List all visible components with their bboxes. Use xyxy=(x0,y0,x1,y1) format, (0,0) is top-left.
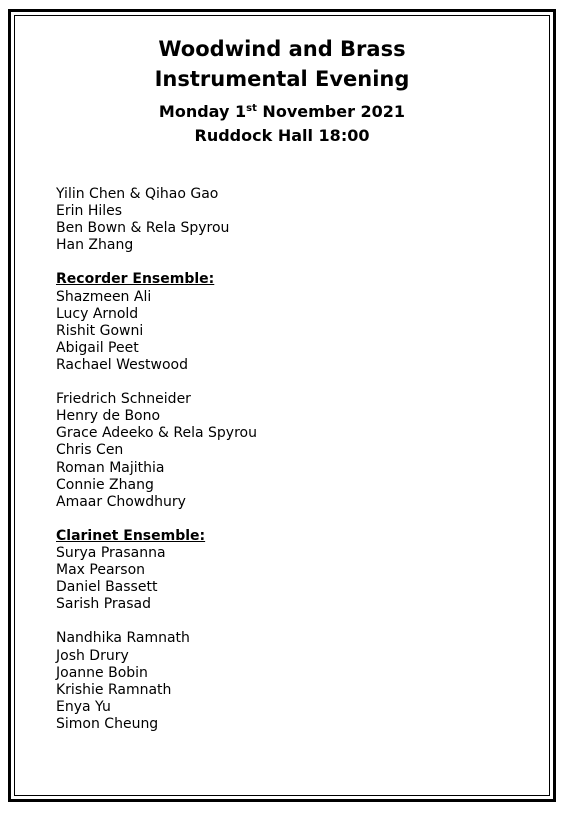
performer-name: Simon Cheung xyxy=(56,715,159,732)
event-date xyxy=(0,100,564,124)
performer-name: Nandhika Ramnath xyxy=(56,630,190,647)
performer-name: Joanne Bobin xyxy=(56,664,148,681)
ensemble-member: Daniel Bassett xyxy=(56,579,158,596)
performer-name: Friedrich Schneider xyxy=(56,391,191,408)
title-line-2: Instrumental Evening xyxy=(154,67,410,91)
performer-name: Roman Majithia xyxy=(56,459,165,476)
event-venue-time: Ruddock Hall 18:00 xyxy=(194,126,370,145)
event-date-day: Monday 1 xyxy=(158,102,247,121)
performer-group-2 xyxy=(56,391,516,511)
performer-name: Josh Drury xyxy=(56,647,129,664)
page-title xyxy=(0,34,564,94)
ensemble-member: Abigail Peet xyxy=(56,339,139,356)
performer-name: Erin Hiles xyxy=(56,203,123,220)
performer-name: Han Zhang xyxy=(56,237,134,254)
ensemble-member: Rachael Westwood xyxy=(56,356,188,373)
performer-name: Grace Adeeko & Rela Spyrou xyxy=(56,425,257,442)
ensemble-member: Rishit Gowni xyxy=(56,322,144,339)
ensemble-member: Lucy Arnold xyxy=(56,305,139,322)
performer-name: Connie Zhang xyxy=(56,476,154,493)
performer-name: Amaar Chowdhury xyxy=(56,493,186,510)
ensemble-member: Max Pearson xyxy=(56,562,146,579)
title-line-1: Woodwind and Brass xyxy=(158,37,406,61)
clarinet-ensemble-heading: Clarinet Ensemble: xyxy=(56,527,206,544)
programme-list xyxy=(56,186,516,750)
performer-name: Henry de Bono xyxy=(56,408,161,425)
performer-name: Chris Cen xyxy=(56,442,124,459)
ensemble-member: Sarish Prasad xyxy=(56,596,152,613)
performer-name: Yilin Chen & Qihao Gao xyxy=(56,186,219,202)
recorder-ensemble-heading: Recorder Ensemble: xyxy=(56,271,215,288)
event-details xyxy=(0,100,564,148)
performer-name: Krishie Ramnath xyxy=(56,681,172,698)
event-date-suffix: st xyxy=(246,103,257,114)
ensemble-member: Shazmeen Ali xyxy=(56,288,152,305)
performer-name: Ben Bown & Rela Spyrou xyxy=(56,220,230,237)
recorder-ensemble-group xyxy=(56,271,516,374)
performer-group-1 xyxy=(56,186,516,254)
performer-group-3 xyxy=(56,630,516,733)
ensemble-member: Surya Prasanna xyxy=(56,544,166,561)
performer-name: Enya Yu xyxy=(56,698,111,715)
event-date-rest: November 2021 xyxy=(256,102,406,121)
clarinet-ensemble-group xyxy=(56,528,516,613)
